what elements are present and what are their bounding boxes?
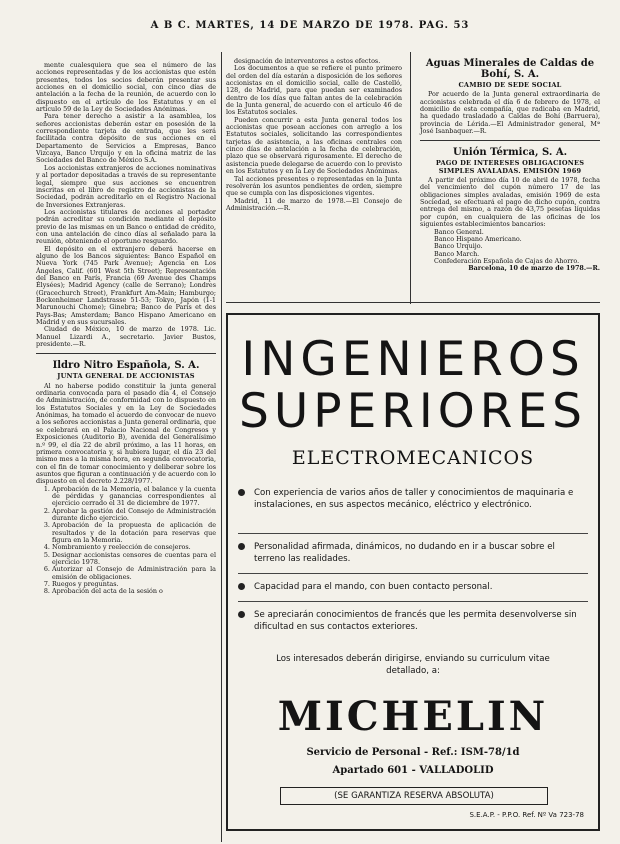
list-item: 2. Aprobar la gestión del Consejo de Administración durante dicho ejercicio. [52,508,216,523]
paragraph: Pueden concurrir a esta Junta general todos los accionistas que posean acciones con arreglo a los Estatutos sociales, solicitando las correspondientes tarjetas de asistencia, a las oficinas centrales con cinco días de antelación a la fecha de celebración, plazo que se observará rigurosamente. El derecho de asistencia puede delegarse de acuerdo con lo previsto en los Estatutos y en la Ley de Sociedades Anónimas. [226,115,402,176]
horizontal-divider [226,302,600,303]
paragraph: El depósito en el extranjero deberá hacerse en alguno de los Bancos siguientes: Banco Español en Nueva York (745 Park Avenue); Agencia en Los Ángeles, Calif. (601 West 5th Street); Representación del Banco en París, Francia (69 Avenue des Champs Élysées); Madrid Agency (calle de Serrano); Londres (Gracechurch Street), Frankfurt Am-Main; Hamburgo; Bockenheimer Landstrasse 51-53; Tokyo, Japón (1-1 Marunouchi Chome); Ginebra; Banco de París et des Pays-Bas; Amsterdam; Banco Hispano Americano en Madrid y en sus sucursales. [36,244,216,327]
job-advertisement [226,313,600,831]
paragraph: designación de interventores a estos efectos. [234,57,381,65]
requirement-item [254,581,584,593]
requirement-text: Capacidad para el mando, con buen contacto personal. [254,582,493,592]
list-item: 6. Autorizar al Consejo de Administración para la emisión de obligaciones. [52,566,216,581]
bank-item: Banco Urquijo. [434,242,483,251]
list-item: 8. Aprobación del acta de la sesión o [52,588,216,595]
agenda-list [36,486,216,596]
column-middle [226,58,402,212]
bank-item: Banco March. [434,249,480,258]
bank-item: Confederación Española de Cajas de Ahorro. [434,256,580,265]
requirement-text: Personalidad afirmada, dinámicos, no dudando en ir a buscar sobre el terreno las realidades. [254,542,555,564]
paragraph: Los documentos a que se refiere el punto primero del orden del día estarán a disposición de los señores accionistas en el domicilio social, calle de Castelló, 128, de Madrid, para que puedan ser examinados dentro de los días que faltan antes de la celebración de la Junta general, de acuerdo con el artículo 46 de los Estatutos sociales. [226,64,402,117]
ad-headline-2: SUPERIORES [239,384,587,439]
bullet-icon [238,583,245,590]
bank-item: Banco Hispano Americano. [434,234,522,243]
list-item: 3. Aprobación de la propuesta de aplicación de resultados y de la dotación para reservas que figura en la Memoria. [52,522,216,544]
signature: Barcelona, 10 de marzo de 1978.—R. [468,264,600,273]
paragraph: Al no haberse podido constituir la junta general ordinaria convocada para el pasado día 4, el Consejo de Administración, de conformidad con lo dispuesto en los Estatutos Sociales y en la Ley de Sociedades Anónimas, ha tomado el acuerdo de convocar de nuevo a los señores accionistas a Junta general ordinaria, que se celebrará en el Palacio Nacional de Congresos y Exposiciones (Auditorio B), avenida del Generalísimo n.º 99, el día 22 de abril próximo, a las 11 horas, en primera convocatoria y, si hubiera lugar, el día 23 del mismo mes a la misma hora, en segunda convocatoria, con el fin de tomar conocimiento y deliberar sobre los asuntos que figuran a continuación y de acuerdo con lo dispuesto en el decreto 2.228/1977. [36,381,216,486]
notice-subtitle: CAMBIO DE SEDE SOCIAL [458,81,562,89]
divider [420,140,600,141]
company-name: MICHELIN [277,693,549,740]
notice-subtitle: PAGO DE INTERESES OBLIGACIONES SIMPLES AVALADAS. EMISIÓN 1969 [435,159,585,175]
requirement-item [254,609,584,633]
column-rule-1 [221,52,222,842]
column-left [36,62,216,596]
notice-title: Ildro Nitro Española, S. A. [52,360,200,372]
address: Apartado 601 - VALLADOLID [332,765,494,776]
bullet-icon [238,611,245,618]
ad-headline-3: ELECTROMECANICOS [291,447,535,469]
divider [238,601,588,602]
guarantee-box: (SE GARANTIZA RESERVA ABSOLUTA) [280,787,548,805]
paragraph: Para tener derecho a asistir a la asamblea, los señores accionistas deberán estar en posesión de la correspondiente tarjeta de entrada, que les será facilitada contra depósito de sus acciones en el Departamento de Servicios a Empresas, Banco Vizcaya, Banco Urquijo y en la oficina matriz de las Sociedades del Banco de México S.A. [36,112,216,165]
list-item: 5. Designar accionistas censores de cuentas para el ejercicio 1978. [52,552,216,567]
list-item: 1. Aprobación de la Memoria, el balance y la cuenta de pérdidas y ganancias correspondientes al ejercicio cerrado el 31 de diciembre de 1977. [52,486,216,508]
divider [238,533,588,534]
paragraph: Los accionistas titulares de acciones al portador podrán acreditar su condición mediante el depósito previo de las mismas en un Banco o entidad de crédito, con una antelación de cinco días al señalado para la reunión, obteniendo el oportuno resguardo. [36,207,216,246]
notice-title: Unión Térmica, S. A. [452,147,568,159]
bullet-icon [238,543,245,550]
signature: Madrid, 11 de marzo de 1978.—El Consejo de Administración.—R. [226,196,402,212]
list-item: 4. Nombramiento y reelección de consejeros. [52,544,216,551]
ad-headline-1: INGENIEROS [241,332,585,387]
column-rule-2 [410,52,411,304]
signature: Ciudad de México, 10 de marzo de 1978. Lic. Manuel Lizardi A., secretario. Javier Bustos, presidente.—R. [36,325,216,349]
bank-item: Banco General. [434,227,484,236]
contact-instructions: Los interesados deberán dirigirse, enviando su curriculum vitae detallado, a: [276,654,550,676]
ad-reference: S.E.A.P. - P.P.O. Ref. Nº Va 723-78 [469,811,584,819]
page-header: A B C. MARTES, 14 DE MARZO DE 1978. PAG. 53 [150,20,470,31]
bullet-icon [238,489,245,496]
paragraph: mente cualesquiera que sea el número de las acciones representadas y de los accionistas que estén presentes, todos los socios deberán presentar sus acciones en el domicilio social, con cinco días de antelación a la fecha de la reunión, de acuerdo con lo dispuesto en el artículo de los Estatutos y en el artículo 59 de la Ley de Sociedades Anónimas. [36,61,216,114]
paragraph: Por acuerdo de la Junta general extraordinaria de accionistas celebrada el día 6 de febrero de 1978, el domicilio de esta compañía, que radicaba en Madrid, ha quedado trasladado a Caldas de Bohí (Barruera), provincia de Lérida.—El Administrador general, Mª José Isanbaquer.—R. [420,90,600,136]
notice-subtitle: JUNTA GENERAL DE ACCIONISTAS [57,372,195,381]
list-item: 7. Ruegos y preguntas. [52,581,216,588]
requirement-text: Con experiencia de varios años de taller y conocimientos de maquinaria e instalaciones, en sus aspectos mecánico, eléctrico y electrónico. [254,488,574,510]
notice-title: Aguas Minerales de Caldas de Bohí, S. A. [425,58,595,80]
column-right [420,58,600,273]
requirement-text: Se apreciarán conocimientos de francés que les permita desenvolverse sin dificultad en sus contactos exteriores. [254,610,577,632]
divider [238,573,588,574]
department-ref: Servicio de Personal - Ref.: ISM-78/1d [306,747,520,758]
requirement-item [254,487,584,511]
paragraph: Los accionistas extranjeros de acciones nominativas y al portador depositadas a través de su representante legal, siempre que sus acciones se encuentren inscritas en el libro de registro de accionistas de la Sociedad, podrán acreditarlo en el Registro Nacional de Inversiones Extranjeras. [36,163,216,209]
paragraph: Tal acciones presentes o representadas en la Junta resolverán los asuntos pendientes de orden, siempre que se cumpla con las disposiciones vigentes. [226,174,402,198]
requirement-item [254,541,584,565]
paragraph: A partir del próximo día 10 de abril de 1978, fecha del vencimiento del cupón número 17 de las obligaciones simples avaladas, emisión 1969 de esta Sociedad, se efectuará el pago de dicho cupón, contra entrega del mismo, a razón de 43,75 pesetas líquidas por cupón, en cualquiera de las oficinas de los siguientes establecimientos bancarios: [420,176,600,229]
divider [36,353,216,354]
